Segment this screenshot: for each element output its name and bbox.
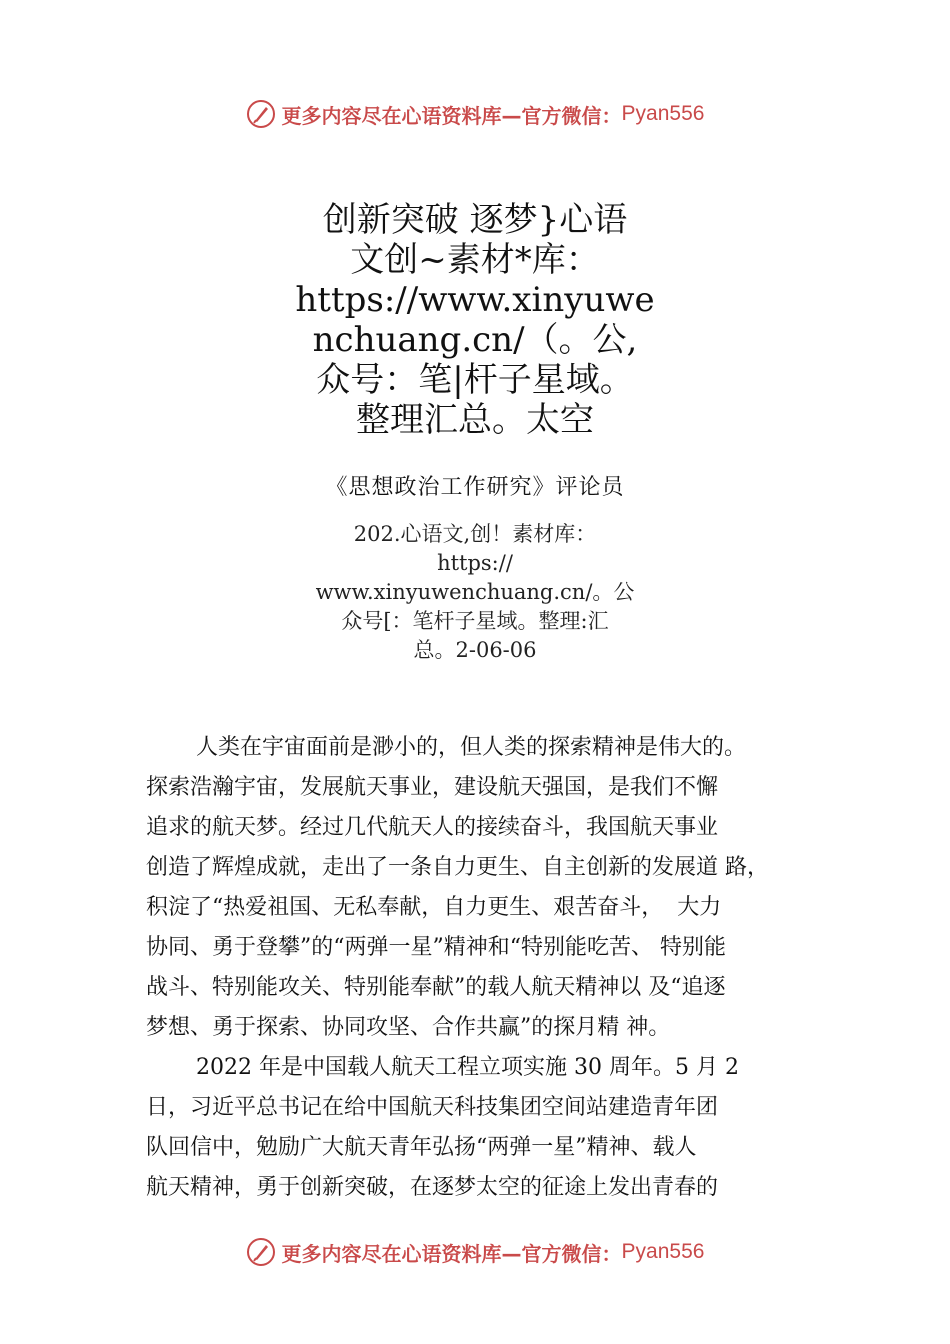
body-line: 追求的航天梦。经过几代航天人的接续奋斗，我国航天事业	[146, 815, 719, 840]
title-line: 文创~素材*库：	[350, 240, 600, 280]
body-line: 协同、勇于登攀”的“两弹一星”精神和“特别能吃苦、 特别能	[146, 935, 726, 960]
quill-logo-icon	[246, 1237, 276, 1267]
body-line: 梦想、勇于探索、协同攻坚、合作共赢”的探月精 神。	[146, 1015, 671, 1040]
title-line: 整理汇总。太空	[356, 400, 594, 440]
body-line: 探索浩瀚宇宙，发展航天事业，建设航天强国，是我们不懈	[146, 775, 719, 800]
byline-line: 众号[：笔杆子星域。整理:汇	[341, 609, 609, 633]
body-line: 战斗、特别能攻关、特别能奉献”的载人航天精神以 及“追逐	[146, 975, 726, 1000]
byline	[0, 520, 950, 665]
body-line: 航天精神，勇于创新突破，在逐梦太空的征途上发出青春的	[146, 1175, 719, 1200]
body-line: 人类在宇宙面前是渺小的，但人类的探索精神是伟大的。	[196, 735, 747, 760]
title-line: https://www.xinyuwe	[295, 280, 655, 320]
document-subtitle: 《思想政治工作研究》评论员	[325, 475, 625, 500]
byline-line: https://	[437, 551, 513, 575]
banner-text: 更多内容尽在心语资料库—官方微信：	[281, 103, 622, 128]
header-banner	[0, 94, 950, 134]
body-line: 队回信中，勉励广大航天青年弘扬“两弹一星”精神、载人	[146, 1135, 697, 1160]
body-line: 日，习近平总书记在给中国航天科技集团空间站建造青年团	[146, 1095, 719, 1120]
document-title	[0, 200, 950, 440]
title-line: nchuang.cn/（。公,	[312, 320, 638, 360]
body-line: 2022 年是中国载人航天工程立项实施 30 周年。5 月 2	[196, 1055, 739, 1080]
title-line: 众号：笔|杆子星域。	[316, 360, 634, 400]
byline-line: www.xinyuwenchuang.cn/。公	[315, 580, 635, 604]
banner-wechat-id: Pyan556	[621, 102, 705, 125]
footer-banner	[0, 1232, 950, 1272]
banner-text: 更多内容尽在心语资料库—官方微信：	[281, 1241, 622, 1266]
body-line: 积淀了“热爱祖国、无私奉献，自力更生、艰苦奋斗， 大力	[146, 895, 722, 920]
byline-line: 202.心语文,创！素材库：	[353, 522, 597, 546]
body-line: 创造了辉煌成就，走出了一条自力更生、自主创新的发展道 路，	[146, 855, 769, 880]
banner-wechat-id: Pyan556	[621, 1240, 705, 1263]
byline-line: 总。2-06-06	[413, 638, 537, 662]
title-line: 创新突破 逐梦}心语	[322, 200, 628, 240]
quill-logo-icon	[246, 99, 276, 129]
